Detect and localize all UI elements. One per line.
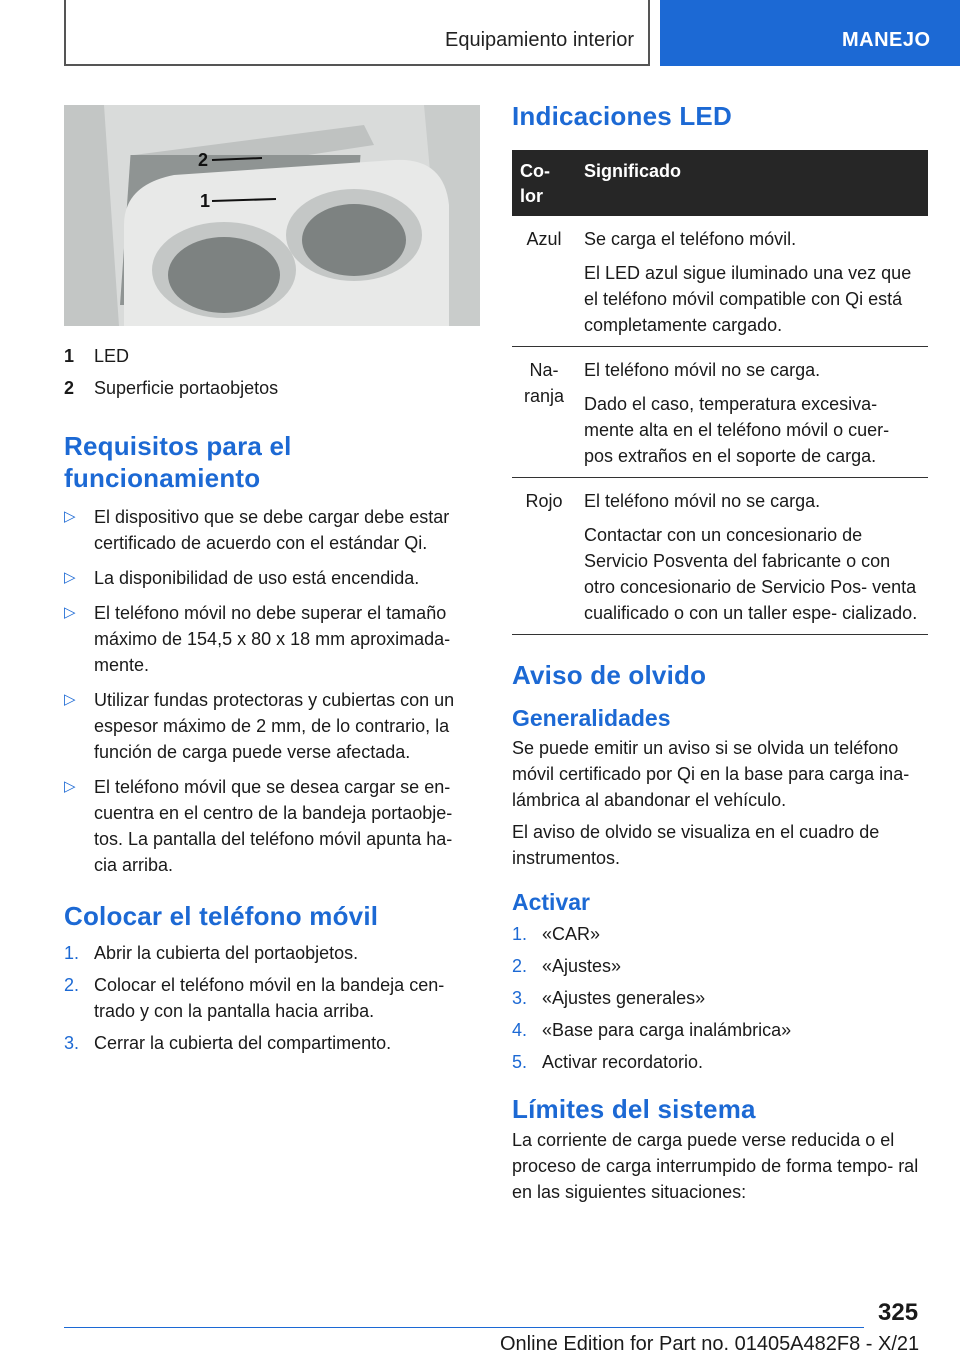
step-text: Colocar el teléfono móvil en la bandeja cen‐ trado y con la pantalla hacia arriba.: [94, 975, 445, 1021]
meaning-line: El teléfono móvil no se carga.: [584, 491, 821, 511]
chapter-tab[interactable]: [660, 0, 960, 66]
limits-heading: Límites del sistema: [512, 1094, 756, 1124]
meaning-line: El teléfono móvil no se carga.: [584, 360, 821, 380]
console-illustration: [64, 105, 480, 326]
step-item: [512, 1049, 928, 1075]
list-item: [64, 774, 480, 878]
step-item: [64, 940, 480, 966]
step-number: 2.: [64, 975, 80, 995]
legend-number: 2: [64, 378, 75, 398]
triangle-bullet-icon: ▷: [64, 569, 76, 586]
triangle-bullet-icon: ▷: [64, 604, 76, 621]
list-item: [64, 600, 480, 678]
step-item: [512, 921, 928, 947]
list-item: [64, 565, 480, 591]
step-item: [512, 1017, 928, 1043]
legend-label: LED: [94, 346, 130, 366]
step-item: [64, 1030, 480, 1056]
place-phone-steps: [64, 940, 480, 1056]
section-title: Equipamiento interior: [445, 29, 634, 51]
step-text: «Ajustes»: [542, 956, 622, 976]
general-paragraph-2: El aviso de olvido se visualiza en el cuadro de instrumentos.: [512, 822, 880, 868]
meaning-line: Dado el caso, temperatura excesiva‐ mente alta en el teléfono móvil o cuer‐ pos extraños en el soporte de carga.: [584, 394, 890, 466]
table-header-row: [512, 150, 928, 216]
meaning-line: Se carga el teléfono móvil.: [584, 229, 797, 249]
list-item-text: El teléfono móvil no debe superar el tamaño máximo de 154,5 x 80 x 18 mm aproximada‐ mente.: [94, 603, 451, 675]
legend-number: 1: [64, 346, 75, 366]
step-text: Abrir la cubierta del portaobjetos.: [94, 943, 359, 963]
step-text: Cerrar la cubierta del compartimento.: [94, 1033, 392, 1053]
column-header-color: Co‐ lor: [512, 150, 576, 216]
page-number: 325: [878, 1299, 919, 1326]
step-number: 4.: [512, 1020, 528, 1040]
table-row: [512, 216, 928, 347]
activate-heading: Activar: [512, 889, 590, 915]
list-item: [64, 504, 480, 556]
callout-1: 1: [200, 191, 211, 211]
legend-item: [64, 372, 480, 404]
step-text: «Ajustes generales»: [542, 988, 706, 1008]
console-photo: [64, 105, 480, 326]
right-column: [512, 100, 928, 1205]
left-column: [64, 105, 480, 1062]
header-section-box: [64, 0, 650, 66]
step-number: 2.: [512, 956, 528, 976]
requirements-heading: Requisitos para el funcionamiento: [64, 431, 292, 493]
meaning-line: Contactar con un concesionario de Servicio Posventa del fabricante o con otro concesionario de Servicio Pos‐ venta cualificado o con un taller espe‐ cializado.: [584, 525, 918, 623]
led-heading: Indicaciones LED: [512, 101, 732, 131]
step-number: 3.: [512, 988, 528, 1008]
triangle-bullet-icon: ▷: [64, 508, 76, 525]
activate-steps: [512, 921, 928, 1075]
cell-meaning: [576, 478, 928, 635]
step-item: [512, 953, 928, 979]
cell-meaning: [576, 216, 928, 347]
general-paragraph-1: Se puede emitir un aviso si se olvida un teléfono móvil certificado por Qi en la base para carga ina‐ lámbrica al abandonar el vehículo.: [512, 738, 910, 810]
legend-item: [64, 340, 480, 372]
chapter-tab-label: MANEJO: [842, 29, 931, 51]
cell-color: Na‐ ranja: [512, 347, 576, 478]
table-row: [512, 478, 928, 635]
step-number: 5.: [512, 1052, 528, 1072]
table-row: [512, 347, 928, 478]
cell-color: Azul: [512, 216, 576, 347]
requirements-list: [64, 504, 480, 878]
cell-color: Rojo: [512, 478, 576, 635]
column-header-meaning: Significado: [576, 150, 928, 216]
cell-meaning: [576, 347, 928, 478]
step-text: Activar recordatorio.: [542, 1052, 704, 1072]
step-text: «Base para carga inalámbrica»: [542, 1020, 792, 1040]
photo-legend: [64, 340, 480, 404]
led-table: [512, 150, 928, 635]
step-item: [512, 985, 928, 1011]
triangle-bullet-icon: ▷: [64, 778, 76, 795]
list-item-text: Utilizar fundas protectoras y cubiertas con un espesor máximo de 2 mm, de lo contrario, la función de carga puede verse afectada.: [94, 690, 455, 762]
list-item-text: El teléfono móvil que se desea cargar se en‐ cuentra en el centro de la bandeja portaobje‐ tos. La pantalla del teléfono móvil apunta ha‐ cia arriba.: [94, 777, 453, 875]
step-item: [64, 972, 480, 1024]
general-heading: Generalidades: [512, 705, 671, 731]
footer-divider: [64, 1327, 864, 1328]
step-number: 3.: [64, 1033, 80, 1053]
edition-note: Online Edition for Part no. 01405A482F8 - X/21: [500, 1333, 920, 1355]
limits-paragraph: La corriente de carga puede verse reducida o el proceso de carga interrumpido de forma tempo‐ ral en las siguientes situaciones:: [512, 1130, 919, 1202]
list-item-text: El dispositivo que se debe cargar debe estar certificado de acuerdo con el estándar Qi.: [94, 507, 450, 553]
place-phone-heading: Colocar el teléfono móvil: [64, 901, 379, 931]
step-number: 1.: [512, 924, 528, 944]
step-text: «CAR»: [542, 924, 601, 944]
meaning-line: El LED azul sigue iluminado una vez que el teléfono móvil compatible con Qi está completamente cargado.: [584, 263, 912, 335]
step-number: 1.: [64, 943, 80, 963]
legend-label: Superficie portaobjetos: [94, 378, 279, 398]
list-item-text: La disponibilidad de uso está encendida.: [94, 568, 420, 588]
list-item: [64, 687, 480, 765]
triangle-bullet-icon: ▷: [64, 691, 76, 708]
callout-2: 2: [198, 150, 209, 170]
reminder-heading: Aviso de olvido: [512, 660, 707, 690]
